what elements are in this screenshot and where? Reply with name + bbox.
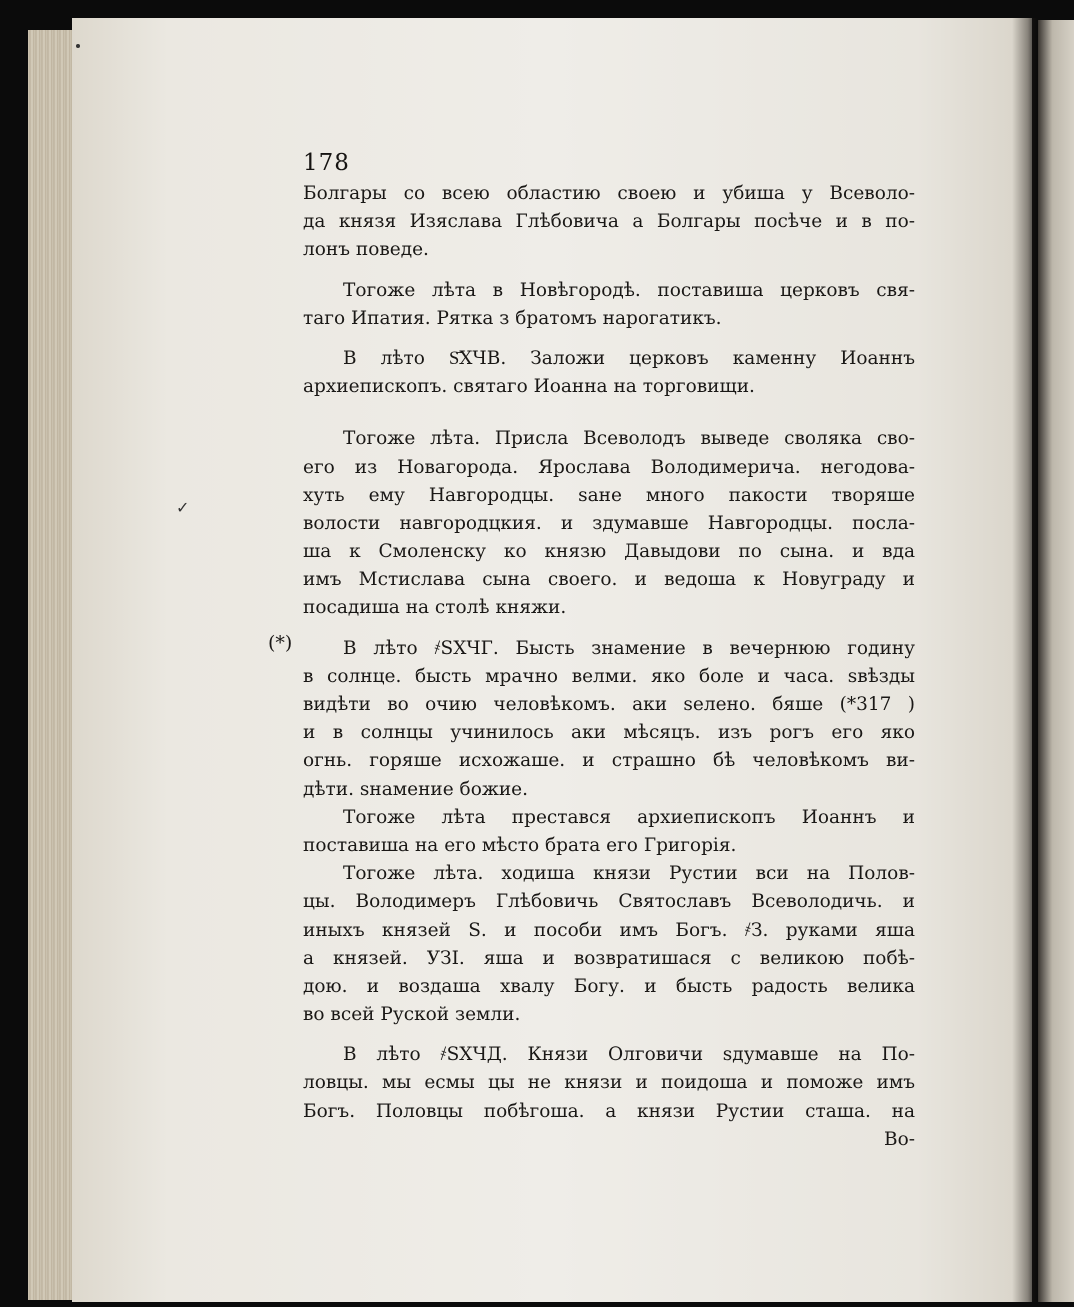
text-line: да князя Изяслава Глѣбовича а Болгары посѣче и в по- bbox=[303, 211, 915, 233]
text-line: огнь. горяше исхожаше. и страшно бѣ человѣкомъ ви- bbox=[303, 750, 915, 772]
text-line: дѣти. ѕнамение божие. bbox=[303, 778, 529, 800]
margin-footnote-marker: (*) bbox=[268, 632, 293, 654]
text-line: Болгары со всею областию своею и убиша у Всеволо- bbox=[303, 183, 915, 204]
text-line: цы. Володимеръ Глѣбовичь Святославъ Всеволодичь. и bbox=[303, 891, 915, 913]
text-line: иныхъ князей Ѕ. и пособи имъ Богъ. ҂З. руками яша bbox=[303, 919, 915, 941]
body-text bbox=[303, 180, 915, 1154]
text-line: В лѣто ҂ЅХЧГ. Бысть знамение в вечернюю годину bbox=[343, 637, 915, 659]
text-line: волости навгородцкия. и здумавше Навгородцы. посла- bbox=[303, 512, 915, 534]
text-line: ша к Смоленску ко князю Давыдови по сына. и вда bbox=[303, 541, 915, 563]
text-line: Богъ. Половцы побѣгоша. а князи Рустии сташа. на bbox=[303, 1100, 915, 1122]
text-line: и в солнцы учинилось аки мѣсяцъ. изъ рогъ его яко bbox=[303, 722, 915, 744]
page-number: 178 bbox=[303, 150, 350, 176]
text-line: видѣти во очию человѣкомъ. аки ѕелено. бяше (*317 ) bbox=[303, 694, 915, 715]
text-line: архиепископъ. святаго Иоанна на торговищи. bbox=[303, 376, 755, 398]
catchword: Во- bbox=[884, 1128, 915, 1150]
text-line: Тогоже лѣта престався архиепископъ Иоаннъ и bbox=[343, 806, 915, 828]
text-line: во всей Руской земли. bbox=[303, 1004, 521, 1026]
text-line: посадиша на столѣ княжи. bbox=[303, 597, 567, 619]
text-line: хуть ему Навгородцы. ѕане много пакости творяше bbox=[303, 484, 915, 506]
text-line: Тогоже лѣта в Новѣгородѣ. поставиша церковъ свя- bbox=[343, 279, 915, 301]
text-line: таго Ипатия. Рятка з братомъ нарогатикъ. bbox=[303, 307, 722, 329]
text-line: Тогоже лѣта. Присла Всеволодъ выведе своляка сво- bbox=[343, 428, 915, 450]
text-line: лонъ поведе. bbox=[303, 239, 429, 261]
gutter-shadow bbox=[1012, 18, 1038, 1302]
text-line: поставиша на его мѣсто брата его Григорія. bbox=[303, 834, 737, 856]
margin-check-mark: ✓ bbox=[176, 498, 190, 517]
text-line: дою. и воздаша хвалу Богу. и бысть радость велика bbox=[303, 975, 915, 997]
text-line: в солнце. бысть мрачно велми. яко боле и часа. ѕвѣзды bbox=[303, 665, 915, 687]
text-line: ловцы. мы есмы цы не князи и поидоша и поможе имъ bbox=[303, 1072, 915, 1094]
text-line: Тогоже лѣта. ходиша князи Рустии вси на Полов- bbox=[343, 863, 915, 885]
text-line: его из Новагорода. Ярослава Володимерича. негодова- bbox=[303, 456, 915, 478]
next-page-edge bbox=[1038, 20, 1074, 1302]
text-line: В лѣто Ѕ҃ХЧВ. Заложи церковъ каменну Иоаннъ bbox=[343, 347, 915, 369]
text-line: имъ Мстислава сына своего. и ведоша к Новуграду и bbox=[303, 569, 915, 591]
ink-dot bbox=[76, 44, 80, 48]
text-line: а князей. УЗІ. яша и возвратишася с великою побѣ- bbox=[303, 947, 915, 969]
text-line: В лѣто ҂ЅХЧД. Князи Олговичи ѕдумавше на По- bbox=[343, 1044, 915, 1066]
